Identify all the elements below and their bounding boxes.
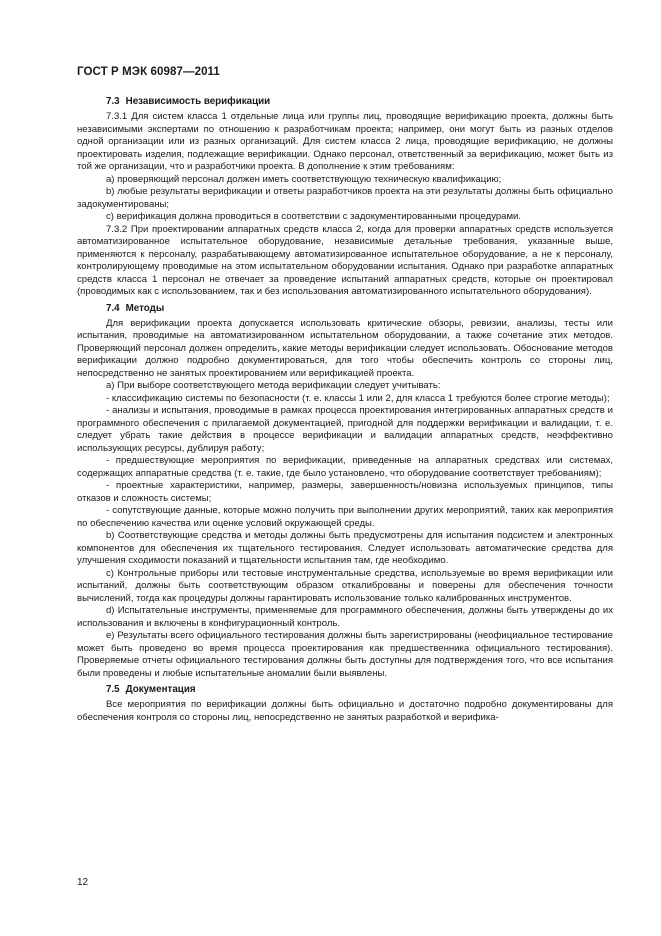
list-item: - классификацию системы по безопасности (т. е. классы 1 или 2, для класса 1 требуются более строгие методы); bbox=[106, 392, 610, 404]
list-item: d) Испытательные инструменты, применяемые для программного обеспечения, должны быть утверждены до их использования и включены в конфигурационный контроль. bbox=[77, 605, 613, 629]
list-item: b) Соответствующие средства и методы должны быть предусмотрены для испытания подсистем и электронных компонентов для обеспечения их тщательного тестирования. Следует использовать автоматические средства для улучшения сходимости показаний и тщательности испытания там, где необходимо. bbox=[77, 530, 613, 566]
list-item: e) Результаты всего официального тестирования должны быть зарегистрированы (неофициальное тестирование может быть проведено во время процесса проектирования как предшественника официального тестирования). Проверяемые отчеты официального тестирования должны быть доступны для подтверждения того, что все испытания были проведены и любые испытательные аномалии были выявлены. bbox=[77, 630, 613, 679]
paragraph: Все мероприятия по верификации должны быть официально и достаточно подробно документированы для обеспечения контроля со стороны лиц, непосредственно не занятых разработкой и верифика- bbox=[77, 699, 613, 723]
list-item: a) При выборе соответствующего метода верификации следует учитывать: bbox=[106, 380, 441, 391]
list-item: - проектные характеристики, например, размеры, завершенность/новизна используемых принципов, типы отказов и сложность системы; bbox=[77, 480, 613, 504]
section-title: Независимость верификации bbox=[125, 96, 271, 107]
list-item: - предшествующие мероприятия по верификации, приведенные на аппаратных средствах или системах, содержащих аппаратные средства (т. е. такие, где было установлено, что оборудование соответствует требованиям); bbox=[77, 455, 613, 479]
document-header: ГОСТ Р МЭК 60987—2011 bbox=[77, 66, 220, 78]
list-item: b) любые результаты верификации и ответы разработчиков проекта на эти результаты должны быть официально задокументированы; bbox=[77, 186, 613, 210]
section-number: 7.4 bbox=[106, 302, 120, 314]
section-number: 7.3 bbox=[106, 96, 120, 107]
paragraph: 7.3.1 Для систем класса 1 отдельные лица или группы лиц, проводящие верификацию проекта, должны быть независимыми экспертами по отношению к разработчикам проекта; например, они могут быть из разных отделов одной организации или из разных организаций. Для систем класса 2 лица, проводящие верификацию, не должны проектировать изделия, подлежащие верификации. Однако персонал, ответственный за верификацию, может быть из той же организации, что и разработчики проекта. В дополнение к этим требованиям: bbox=[77, 111, 613, 172]
section-heading-7-3 bbox=[77, 95, 613, 108]
page-number: 12 bbox=[77, 877, 89, 888]
section-number: 7.5 bbox=[106, 684, 120, 695]
paragraph: 7.3.2 При проектировании аппаратных средств класса 2, когда для проверки аппаратных средств используется автоматизированное испытательное оборудование, независимые детальные требования, указанные выше, применяются к персоналу, разрабатывающему автоматизированное испытательное оборудование, а не к персоналу, контролирующему проводимые на этом испытательном оборудовании испытания. Однако при разработке аппаратных средств класса 1 персонал не отвечает за проведение испытаний аппаратных средств, которые он проектировал (проводимых как с использованием, так и без использования автоматизированного испытательного оборудования). bbox=[77, 223, 613, 297]
section-title: Методы bbox=[125, 302, 165, 314]
paragraph: Для верификации проекта допускается использовать критические обзоры, ревизии, анализы, тесты или испытания, проводимые на автоматизированном испытательном оборудовании, а также сочетание этих методов. Проверяющий персонал должен определить, какие методы верификации следует использовать. Обоснование методов верификации должно подробно документироваться, для того чтобы обеспечить контроль со стороны лиц, непосредственно не занятых проектированием или верификацией проекта. bbox=[77, 317, 613, 379]
list-item: c) верификация должна проводиться в соответствии с задокументированными процедурами. bbox=[106, 211, 522, 222]
section-heading-7-4 bbox=[77, 302, 613, 315]
list-item: - анализы и испытания, проводимые в рамках процесса проектирования интегрированных аппаратных средств и программного обеспечения с прилагаемой документацией, пригодной для поддержки верификации и валидации, т. е. следует убрать такие действия в процессе верификации и валидации аппаратных средств, неэффективно использующих ресурсы, дублируя работу; bbox=[77, 405, 613, 454]
list-item: a) проверяющий персонал должен иметь соответствующую техническую квалификацию; bbox=[106, 173, 502, 185]
section-title: Документация bbox=[125, 684, 196, 695]
section-heading-7-5 bbox=[77, 683, 613, 696]
list-item: c) Контрольные приборы или тестовые инструментальные средства, используемые во время верификации или испытаний, должны быть соответствующим образом откалиброваны и поверены для обеспечения точности вычислений, тогда как процедуры должны гарантировать использование только калиброванных инструментов. bbox=[77, 567, 613, 604]
list-item: - сопутствующие данные, которые можно получить при выполнении других мероприятий, таких как мероприятия по обеспечению качества или оценке условий окружающей среды. bbox=[77, 505, 613, 529]
document-body bbox=[77, 92, 613, 724]
